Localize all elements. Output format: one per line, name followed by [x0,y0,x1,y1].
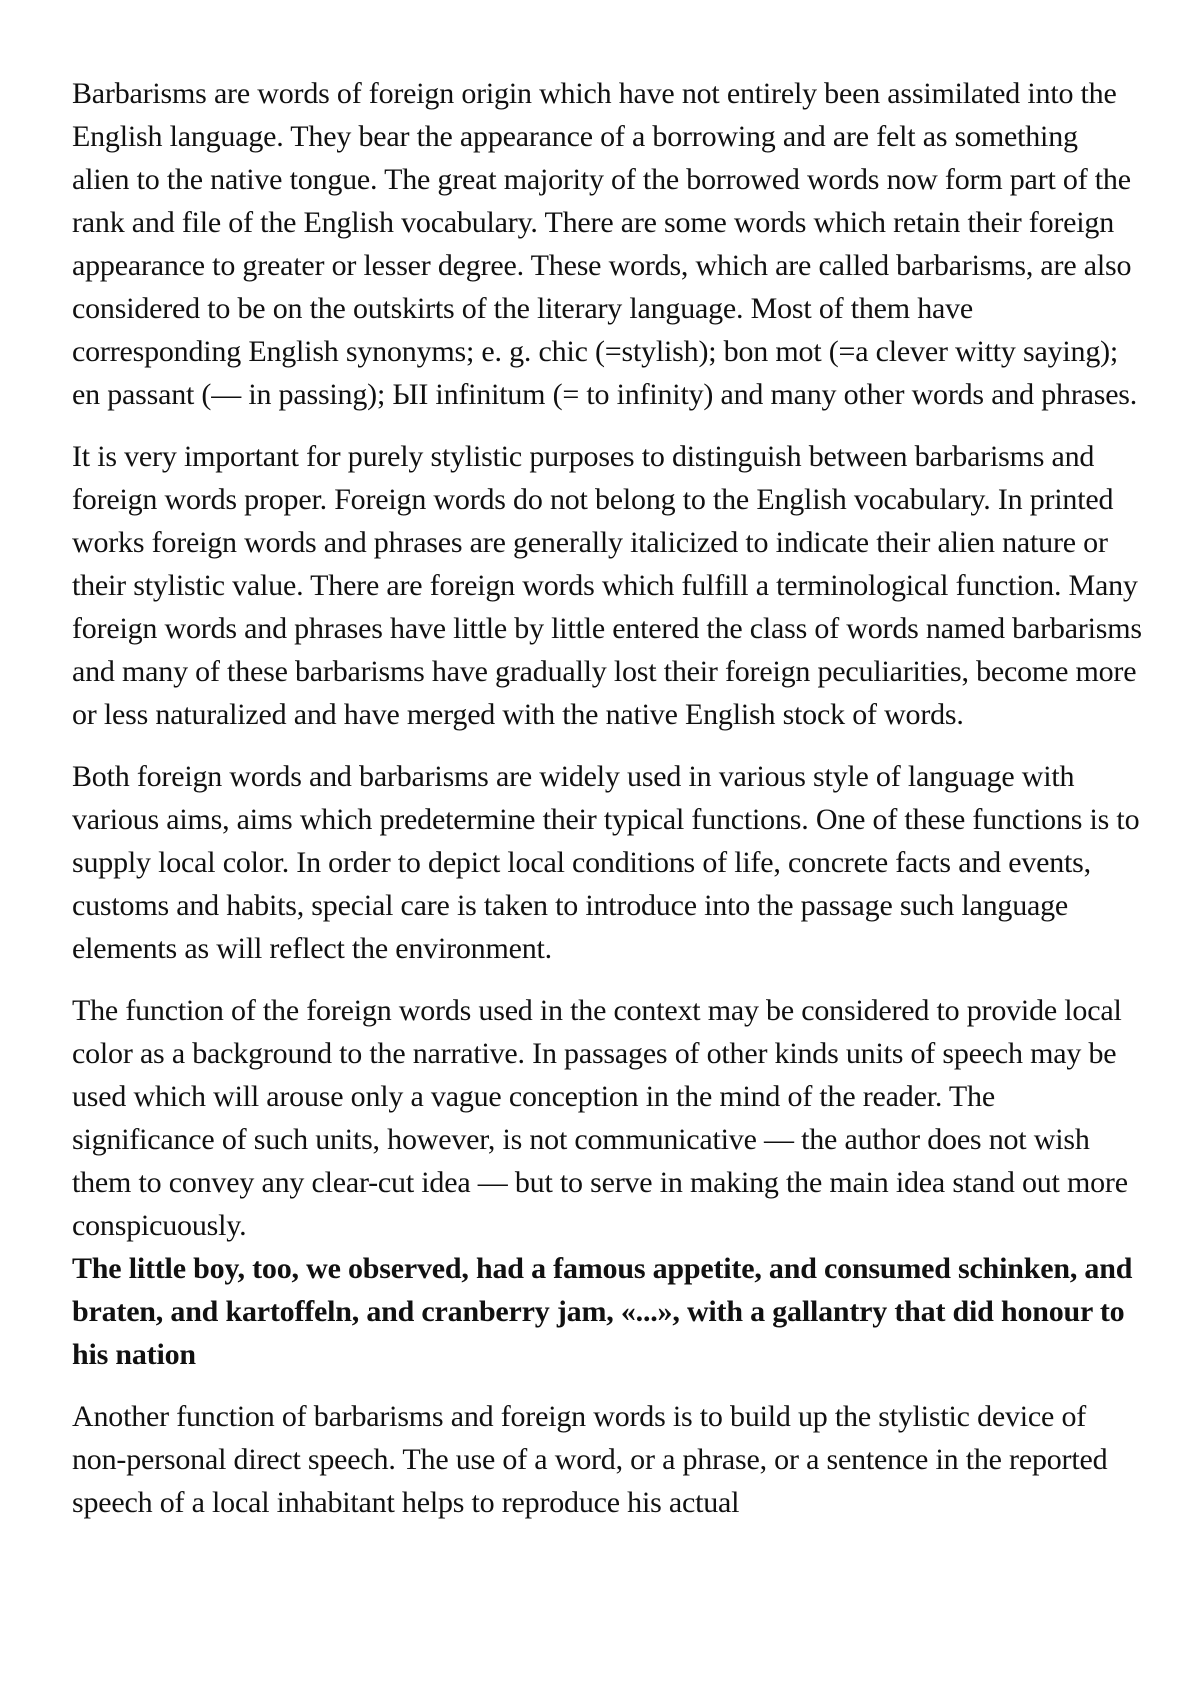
paragraph-non-personal-direct-speech: Another function of barbarisms and foreign words is to build up the stylistic device of non-personal direct speech. The use of a word, or a phrase, or a sentence in the reported speech of a local inhabitant helps to reproduce his actual [72,1400,1108,1519]
paragraph-local-color: Both foreign words and barbarisms are widely used in various style of language with various aims, aims which predetermine their typical functions. One of these functions is to supply local color. In order to depict local conditions of life, concrete facts and events, customs and habits, special care is taken to introduce into the passage such language elements as will reflect the environment. [72,760,1140,965]
paragraph-foreign-words-function: The function of the foreign words used in the context may be considered to provide local color as a background to the narrative. In passages of other kinds units of speech may be used which will arouse only a vague conception in the mind of the reader. The significance of such units, however, is not communicative — the author does not wish them to convey any clear-cut idea — but to serve in making the main idea stand out more conspicuously. [72,994,1128,1242]
paragraph-foreign-words-distinction: It is very important for purely stylistic purposes to distinguish between barbarisms and foreign words proper. Foreign words do not belong to the English vocabulary. In printed works foreign words and phrases are generally italicized to indicate their alien nature or their stylistic value. There are foreign words which fulfill a terminological function. Many foreign words and phrases have little by little entered the class of words named barbarisms and many of these barbarisms have gradually lost their foreign peculiarities, become more or less naturalized and have merged with the native English stock of words. [72,440,1142,731]
document-page [72,72,1142,1543]
paragraph-barbarisms-definition: Barbarisms are words of foreign origin which have not entirely been assimilated into the English language. They bear the appearance of a borrowing and are felt as something alien to the native tongue. The great majority of the borrowed words now form part of the rank and file of the English vocabulary. There are some words which retain their foreign appearance to greater or lesser degree. These words, which are called barbarisms, are also considered to be on the outskirts of the literary language. Most of them have corresponding English synonyms; e. g. chic (=stylish); bon mot (=a clever witty saying); en passant (— in passing); ЫI infinitum (= to infinity) and many other words and phrases. [72,77,1138,411]
example-quote: The little boy, too, we observed, had a famous appetite, and consumed schinken, and braten, and kartoffeln, and cranberry jam, «...», with a gallantry that did honour to his nation [72,1252,1133,1371]
